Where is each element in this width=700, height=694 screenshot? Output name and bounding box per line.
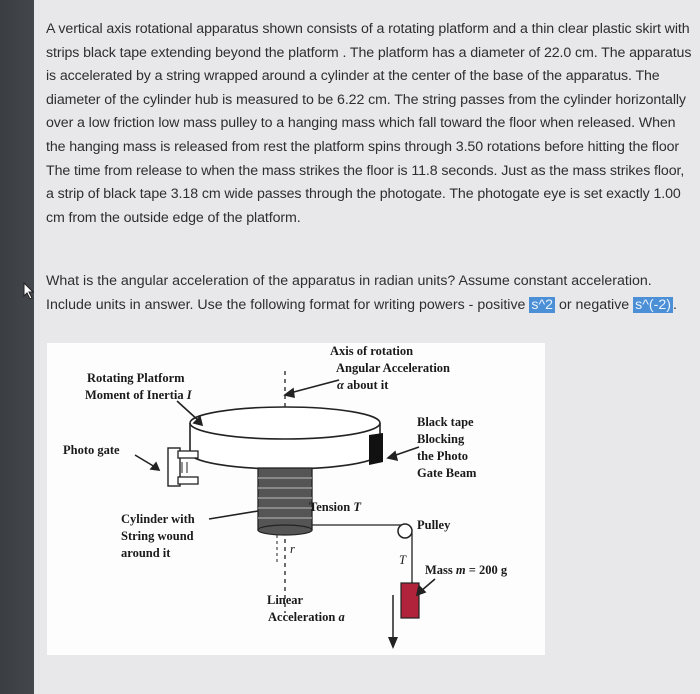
mass-text: Mass <box>425 563 456 577</box>
pulley-label: Pulley <box>417 518 451 532</box>
black-tape-strip <box>369 433 383 465</box>
axis-label-about: about it <box>343 378 389 392</box>
tension-label <box>309 500 362 514</box>
platform-label-line1: Rotating Platform <box>87 371 185 385</box>
cylinder-label-line2: String wound <box>121 529 194 543</box>
alpha-symbol: α <box>337 378 344 392</box>
linear-acceleration-arrowhead <box>388 637 398 649</box>
tape-label-line4: Gate Beam <box>417 466 477 480</box>
platform-label-line2 <box>85 388 193 402</box>
tape-label-line3: the Photo <box>417 449 469 463</box>
cylinder-label-line1: Cylinder with <box>121 512 195 526</box>
axis-label-line3 <box>337 378 389 392</box>
photogate <box>168 448 198 486</box>
linear-label-line2 <box>268 610 345 624</box>
radius-label: r <box>290 542 295 556</box>
tape-label-line1: Black tape <box>417 415 474 429</box>
cylinder-hub <box>258 468 312 535</box>
axis-label-line2: Angular Acceleration <box>336 361 450 375</box>
tension-symbol: T <box>353 500 361 514</box>
inertia-symbol: I <box>186 388 192 402</box>
question-text-before: What is the angular acceleration of the apparatus in radian units? Assume constant acceleration. Include units in answer. Use the following format for writing powers - positive <box>46 273 652 313</box>
linear-acceleration-text: Acceleration <box>268 610 339 624</box>
negative-power-example[interactable]: s^(-2) <box>635 296 671 313</box>
tension-text: Tension <box>309 500 354 514</box>
t-label: T <box>399 553 406 567</box>
photogate-label: Photo gate <box>63 443 120 457</box>
platform-moment-text: Moment of Inertia <box>85 388 187 402</box>
linear-label-line1: Linear <box>267 593 304 607</box>
cylinder-label-line3: around it <box>121 546 171 560</box>
rotating-platform <box>190 407 380 469</box>
question-paragraph <box>46 270 694 317</box>
apparatus-diagram <box>47 343 545 655</box>
tape-label-line2: Blocking <box>417 432 465 446</box>
positive-power-example[interactable]: s^2 <box>531 296 554 313</box>
axis-label-line1: Axis of rotation <box>330 344 414 358</box>
mass-symbol: m <box>455 563 466 577</box>
pulley-wheel <box>398 524 412 538</box>
question-text <box>46 270 694 317</box>
question-text-middle: or negative <box>555 296 634 313</box>
problem-paragraph: A vertical axis rotational apparatus shown consists of a rotating platform and a thin clear plastic skirt with strips black tape extending beyond the platform . The platform has a diameter of 22.0 cm. The apparatus is accelerated by a string wrapped around a cylinder at the center of the base of the apparatus. The diameter of the cylinder hub is measured to be 6.22 cm. The string passes from the cylinder horizontally over a low friction low mass pulley to a hanging mass which fall toward the floor when released. When the hanging mass is released from rest the platform spins through 3.50 rotations before hitting the floor The time from release to when the mass strikes the floor is 11.8 seconds. Just as the mass strikes floor, a strip of black tape 3.18 cm wide passes through the photogate. The photogate eye is set exactly 1.00 cm from the outside edge of the platform. <box>46 21 692 226</box>
hanging-mass-block <box>401 583 419 618</box>
linear-acceleration-symbol: a <box>338 610 345 624</box>
mouse-cursor-icon <box>22 282 36 300</box>
problem-text <box>46 18 694 230</box>
question-text-after: . <box>672 296 677 313</box>
mass-label <box>425 563 508 577</box>
mass-value: = 200 g <box>465 563 508 577</box>
